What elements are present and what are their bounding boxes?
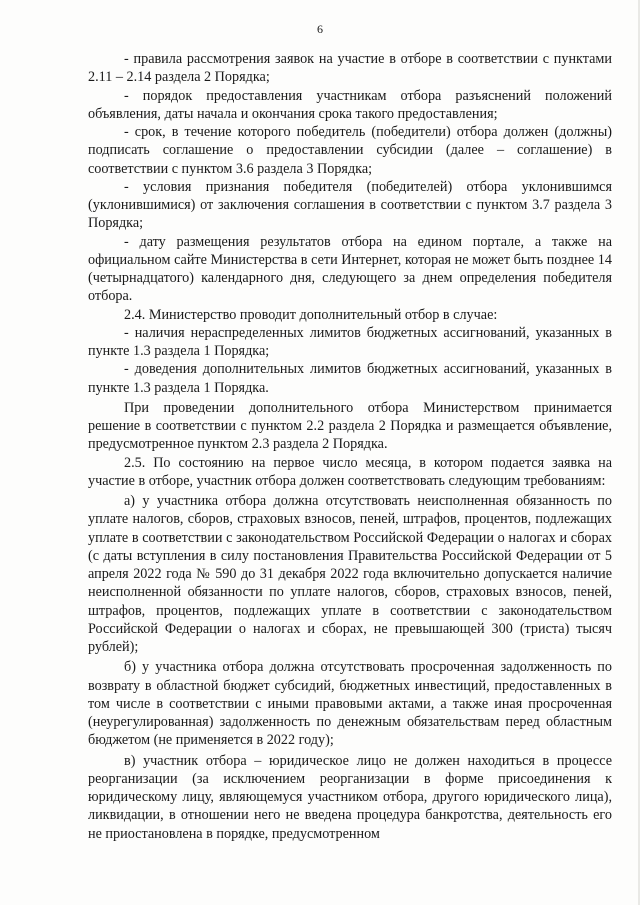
page-number: 6 [317, 22, 323, 36]
paragraph-evasion-conditions: - условия признания победителя (победителей) отбора уклонившимся (уклонившимися) от заключения соглашения в соответствии с пунктом 3.7 раздела 3 Порядка; [88, 178, 612, 232]
document-body [88, 50, 612, 843]
paragraph-results-date: - дату размещения результатов отбора на едином портале, а также на официальном сайте Министерства в сети Интернет, которая не может быть позднее 14 (четырнадцатого) календарного дня, следующего за днем определения победителя отбора. [88, 233, 612, 305]
paragraph-signing-term: - срок, в течение которого победитель (победители) отбора должен (должны) подписать соглашение о предоставлении субсидии (далее – соглашение) в соответствии с пунктом 3.6 раздела 3 Порядка; [88, 124, 612, 177]
paragraph-additional-selection: При проведении дополнительного отбора Министерством принимается решение в соответствии с пунктом 2.2 раздела 2 Порядка и размещается объявление, предусмотренное пунктом 2.3 раздела 2 Порядка. [88, 399, 612, 453]
paragraph-rules-review: - правила рассмотрения заявок на участие в отборе в соответствии с пунктами 2.11 – 2.14 раздела 2 Порядка; [88, 51, 612, 86]
paragraph-requirement-v: в) участник отбора – юридическое лицо не должен находиться в процессе реорганизации (за исключением реорганизации в форме присоединения к юридическому лицу, являющемуся участником отбора, другого юридического лица), ликвидации, в отношении него не введена процедура банкротства, деятельность его не приостановлена в порядке, предусмотренном [88, 752, 612, 842]
paragraph-additional-limits: - доведения дополнительных лимитов бюджетных ассигнований, указанных в пункте 1.3 раздела 1 Порядка. [88, 361, 612, 396]
paragraph-requirement-b: б) у участника отбора должна отсутствовать просроченная задолженность по возврату в областной бюджет субсидий, бюджетных инвестиций, предоставленных в том числе в соответствии с иными правовыми актами, а также иная просроченная (неурегулированная) задолженность по денежным обязательствам перед областным бюджетом (не применяется в 2022 году); [88, 659, 612, 749]
paragraph-clarifications: - порядок предоставления участникам отбора разъяснений положений объявления, даты начала и окончания срока такого предоставления; [88, 87, 612, 122]
paragraph-2-4-heading: 2.4. Министерство проводит дополнительный отбор в случае: [124, 306, 498, 323]
paragraph-requirement-a: а) у участника отбора должна отсутствовать неисполненная обязанность по уплате налогов, сборов, страховых взносов, пеней, штрафов, процентов, подлежащих уплате в соответствии с законодательством Российской Федерации о налогах и сборах (с даты вступления в силу постановления Правительства Российской Федерации от 5 апреля 2022 года № 590 до 31 декабря 2022 года включительно допускается наличие неисполненной обязанности по уплате налогов, сборов, страховых взносов, пеней, штрафов, процентов, подлежащих уплате в соответствии с законодательством Российской Федерации о налогах и сборах, не превышающей 300 (триста) тысяч рублей); [88, 493, 612, 655]
paragraph-2-5-requirements: 2.5. По состоянию на первое число месяца, в котором подается заявка на участие в отборе, участник отбора должен соответствовать следующим требованиям: [88, 454, 612, 489]
paragraph-undistributed-limits: - наличия нераспределенных лимитов бюджетных ассигнований, указанных в пункте 1.3 раздела 1 Порядка; [88, 324, 612, 359]
